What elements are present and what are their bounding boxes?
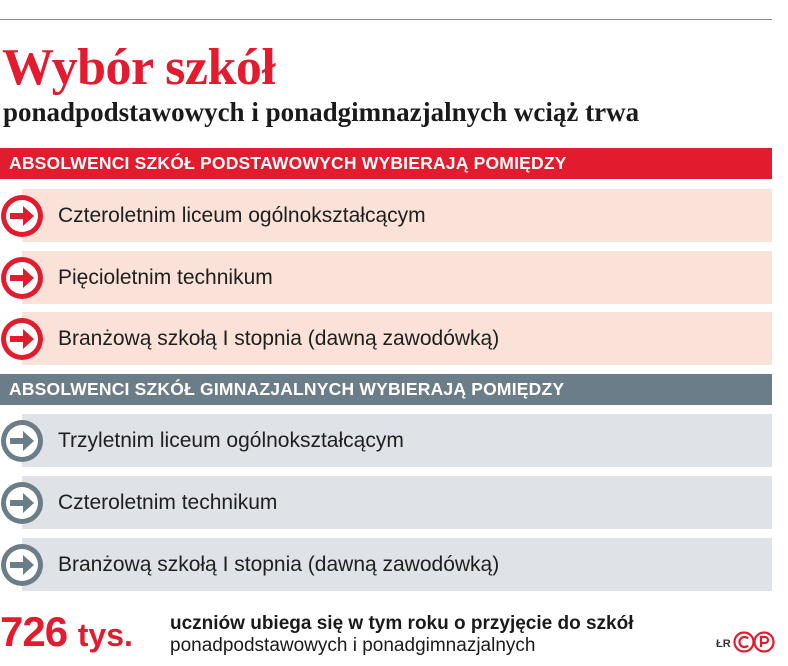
arrow-right-circle-icon [0,317,44,361]
list-item [22,414,772,467]
footer-caption-bold: uczniów ubiega się w tym roku o przyjęcie do szkół [170,613,634,634]
footer-unit: tys. [77,617,133,653]
page-title: Wybór szkół [2,39,276,96]
top-divider [0,19,772,20]
section-header-primary: ABSOLWENCI SZKÓŁ PODSTAWOWYCH WYBIERAJĄ POMIĘDZY [0,148,772,179]
footer-caption: ponadpodstawowych i ponadgimnazjalnych [170,635,536,656]
author-credit: ŁR [716,638,731,650]
list-item-label: Czteroletnim liceum ogólnokształcącym [58,203,426,227]
footer-figure [0,609,133,658]
list-item [22,189,772,242]
list-item [22,476,772,529]
list-item-label: Branżową szkołą I stopnia (dawną zawodówką) [58,326,500,350]
list-item-label: Branżową szkołą I stopnia (dawną zawodówką) [58,552,500,576]
list-item [22,312,772,365]
section-header-secondary: ABSOLWENCI SZKÓŁ GIMNAZJALNYCH WYBIERAJĄ POMIĘDZY [0,374,772,405]
list-item-label: Pięcioletnim technikum [58,265,273,289]
list-item-label: Czteroletnim technikum [58,490,278,514]
arrow-right-circle-icon [0,256,44,300]
footer-number: 726 [0,608,68,655]
arrow-right-circle-icon [0,481,44,525]
copyright-publisher-logo [733,630,775,654]
list-item [22,251,772,304]
arrow-right-circle-icon [0,194,44,238]
list-item-label: Trzyletnim liceum ogólnokształcącym [58,428,404,452]
list-item [22,538,772,591]
arrow-right-circle-icon [0,543,44,587]
arrow-right-circle-icon [0,419,44,463]
page-subtitle: ponadpodstawowych i ponadgimnazjalnych wciąż trwa [3,97,640,127]
